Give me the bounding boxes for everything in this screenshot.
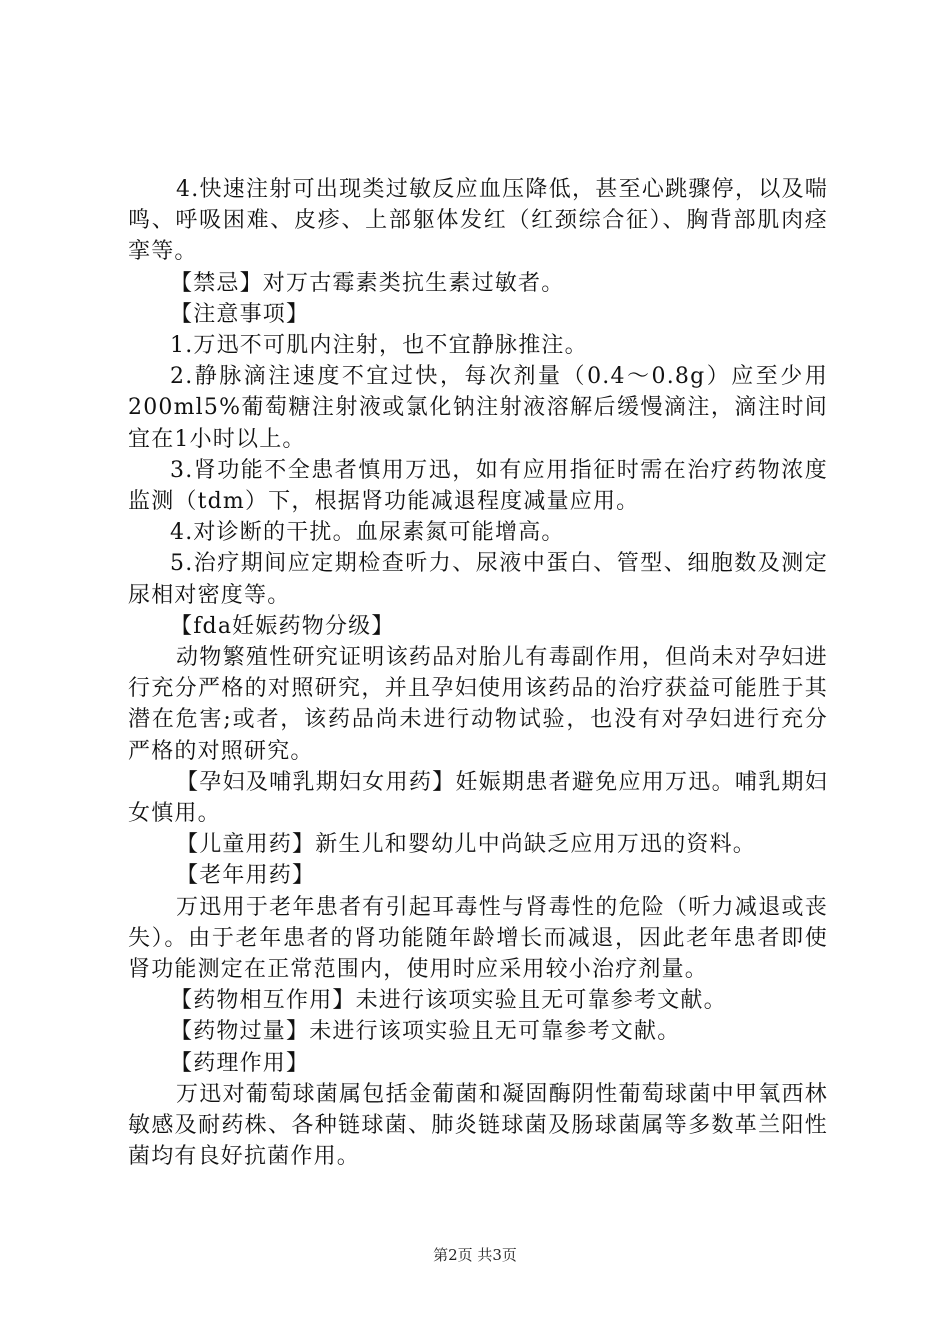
paragraph: 万迅用于老年患者有引起耳毒性与肾毒性的危险（听力减退或丧失）。由于老年患者的肾功能随年龄增长而减退，因此老年患者即使肾功能测定在正常范围内，使用时应采用较小治疗剂量。 [128, 894, 828, 983]
paragraph: 5.治疗期间应定期检查听力、尿液中蛋白、管型、细胞数及测定尿相对密度等。 [128, 551, 828, 608]
section-heading: 【注意事项】 [170, 301, 310, 327]
paragraph: 【禁忌】对万古霉素类抗生素过敏者。 [170, 270, 565, 296]
section-heading: 【老年用药】 [176, 863, 316, 889]
section-heading: 【药理作用】 [170, 1050, 310, 1076]
paragraph: 4.对诊断的干扰。血尿素氮可能增高。 [170, 520, 565, 546]
paragraph: 3.肾功能不全患者慎用万迅，如有应用指征时需在治疗药物浓度监测（tdm）下，根据肾功能减退程度减量应用。 [128, 457, 828, 515]
section-heading: 【fda妊娠药物分级】 [170, 613, 395, 639]
page-number-footer: 第2页 共3页 [433, 1246, 517, 1264]
paragraph: 万迅对葡萄球菌属包括金葡菌和凝固酶阴性葡萄球菌中甲氧西林敏感及耐药株、各种链球菌、肺炎链球菌及肠球菌属等多数革兰阳性菌均有良好抗菌作用。 [128, 1081, 828, 1170]
paragraph: 1.万迅不可肌内注射，也不宜静脉推注。 [170, 333, 588, 359]
paragraph: 2.静脉滴注速度不宜过快，每次剂量（0.4～0.8g）应至少用200ml5%葡萄糖注射液或氯化钠注射液溶解后缓慢滴注，滴注时间宜在1小时以上。 [128, 364, 828, 452]
paragraph: 【药物相互作用】未进行该项实验且无可靠参考文献。 [170, 988, 727, 1014]
document-body [128, 174, 828, 1173]
paragraph: 动物繁殖性研究证明该药品对胎儿有毒副作用，但尚未对孕妇进行充分严格的对照研究，并且孕妇使用该药品的治疗获益可能胜于其潜在危害;或者，该药品尚未进行动物试验，也没有对孕妇进行充分严格的对照研究。 [128, 645, 828, 764]
paragraph: 4.快速注射可出现类过敏反应血压降低，甚至心跳骤停，以及喘鸣、呼吸困难、皮疹、上部躯体发红（红颈综合征）、胸背部肌肉痉挛等。 [128, 177, 828, 265]
paragraph: 【儿童用药】新生儿和婴幼儿中尚缺乏应用万迅的资料。 [176, 832, 757, 858]
paragraph: 【孕妇及哺乳期妇女用药】妊娠期患者避免应用万迅。哺乳期妇女慎用。 [128, 769, 828, 827]
paragraph: 【药物过量】未进行该项实验且无可靠参考文献。 [170, 1019, 681, 1045]
